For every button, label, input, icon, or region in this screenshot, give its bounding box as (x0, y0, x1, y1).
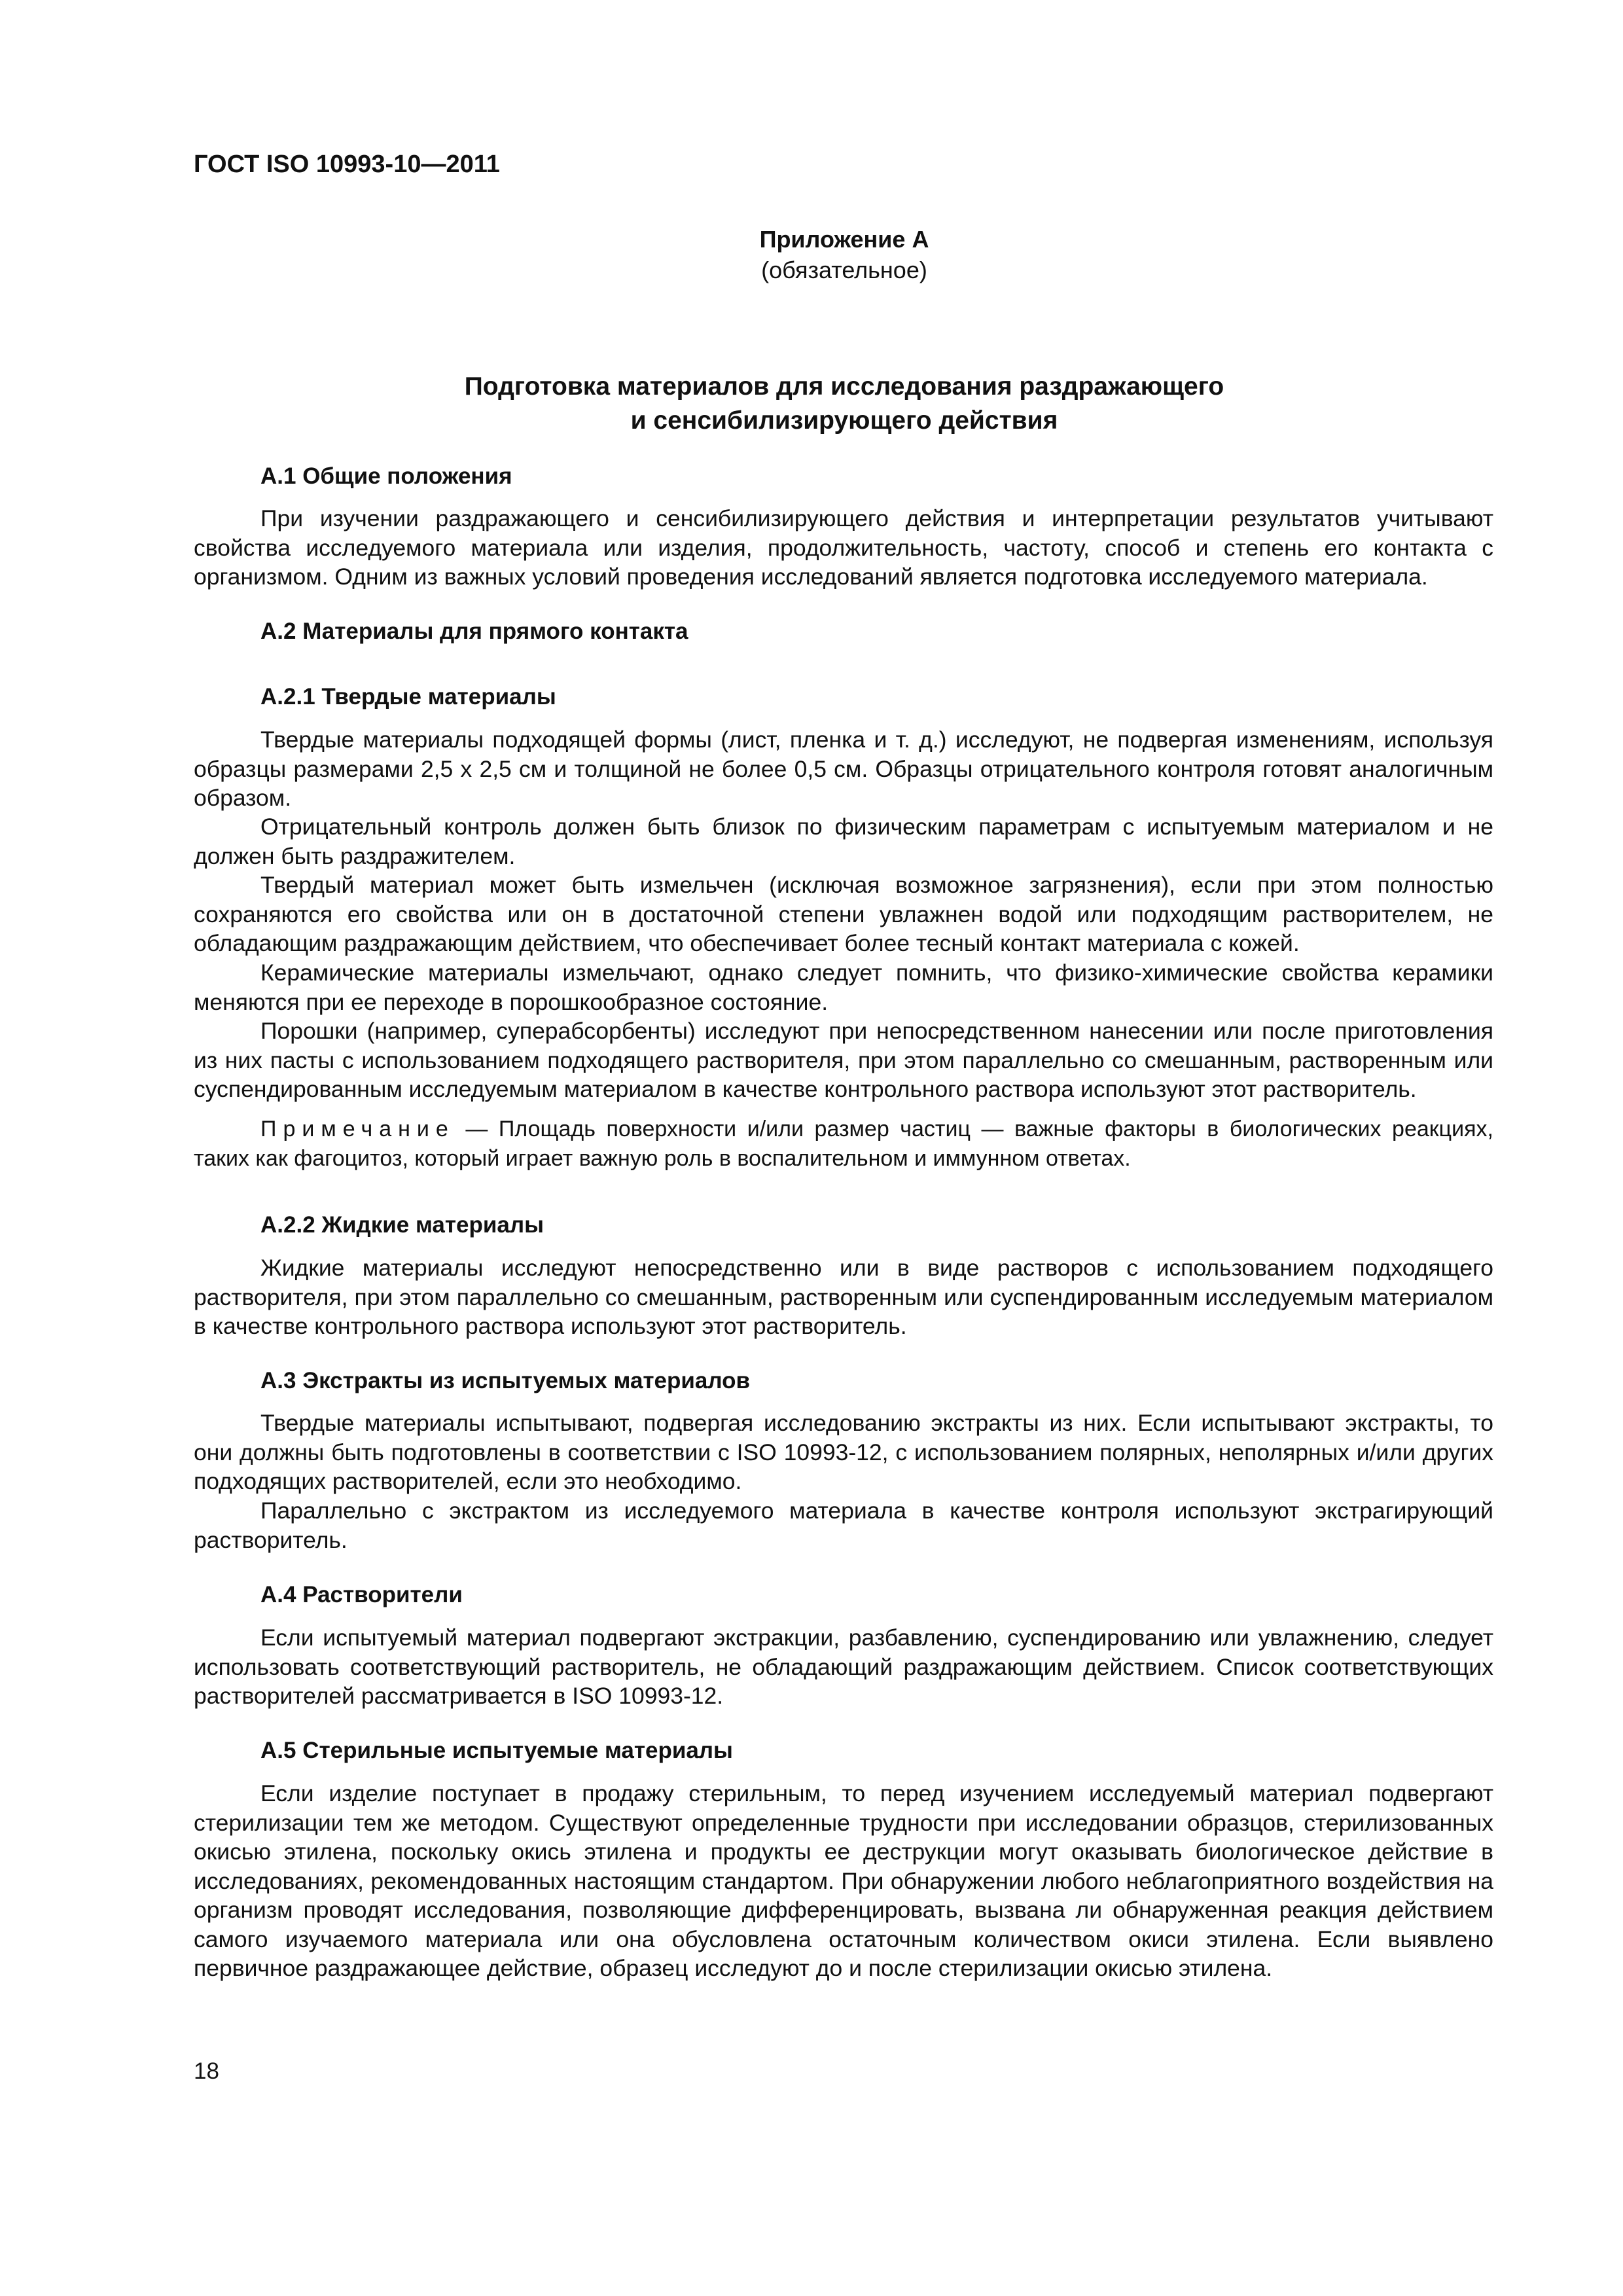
note-label: Примечание (260, 1117, 455, 1141)
section-heading-a2: А.2 Материалы для прямого контакта (260, 619, 688, 644)
section-heading-a3: А.3 Экстракты из испытуемых материалов (260, 1368, 751, 1393)
page-number: 18 (194, 2058, 219, 2084)
section-a4-paragraph-1: Если испытуемый материал подвергают экстракции, разбавлению, суспендированию или увлажнению, следует использовать соответствующий растворитель, не обладающий раздражающим действием. Список соответствующих растворителей рассматривается в ISO 10993-12. (194, 1624, 1493, 1709)
section-a3-paragraph-1: Твердые материалы испытывают, подвергая исследованию экстракты из них. Если испытывают экстракты, то они должны быть подготовлены в соответствии с ISO 10993-12, с использованием полярных, неполярных и/или других подходящих растворителей, если это необходимо. (194, 1410, 1493, 1494)
annex-title (0, 370, 1623, 438)
note-paragraph (194, 1115, 1493, 1173)
annex-status: (обязательное) (761, 257, 927, 283)
section-heading-a2-1: А.2.1 Твердые материалы (260, 684, 556, 709)
section-a2-1-paragraph-4: Керамические материалы измельчают, однако следует помнить, что физико-химические свойства керамики меняются при ее переходе в порошкообразное состояние. (194, 960, 1493, 1015)
annex-title-line-1: Подготовка материалов для исследования раздражающего (464, 372, 1224, 401)
section-a2-1-paragraph-5: Порошки (например, суперабсорбенты) исследуют при непосредственном нанесении или после приготовления из них пасты с использованием подходящего растворителя, при этом параллельно со смешанным, растворенным или суспендированным исследуемым материалом в качестве контрольного раствора используют этот растворитель. (194, 1018, 1493, 1102)
document-id: ГОСТ ISO 10993-10—2011 (194, 151, 500, 178)
section-a1-paragraph-1: При изучении раздражающего и сенсибилизирующего действия и интерпретации результатов учитывают свойства исследуемого материала или изделия, продолжительность, частоту, способ и степень его контакта с организмом. Одним из важных условий проведения исследований является подготовка исследуемого материала. (194, 505, 1493, 590)
section-a3-paragraph-2: Параллельно с экстрактом из исследуемого материала в качестве контроля используют экстрагирующий растворитель. (194, 1498, 1493, 1553)
annex-label: Приложение А (759, 226, 929, 253)
section-heading-a2-2: А.2.2 Жидкие материалы (260, 1212, 544, 1238)
section-a5-paragraph-1: Если изделие поступает в продажу стерильным, то перед изучением исследуемый материал подвергают стерилизации тем же методом. Существуют определенные трудности при исследовании образцов, стерилизованных окисью этилена, поскольку окись этилена и продукты ее деструкции могут оказывать биологическое действие в исследованиях, рекомендованных настоящим стандартом. При обнаружении любого неблагоприятного воздействия на организм проводят исследования, позволяющие дифференцировать, вызвана ли обнаруженная реакция действием самого изучаемого материала или она обусловлена остаточным количеством окиси этилена. Если выявлено первичное раздражающее действие, образец исследуют до и после стерилизации окисью этилена. (194, 1780, 1493, 1981)
section-a2-1-paragraph-1: Твердые материалы подходящей формы (лист, пленка и т. д.) исследуют, не подвергая изменениям, используя образцы размерами 2,5 х 2,5 см и толщиной не более 0,5 см. Образцы отрицательного контроля готовят аналогичным образом. (194, 726, 1493, 811)
section-heading-a5: А.5 Стерильные испытуемые материалы (260, 1738, 733, 1763)
section-heading-a1: А.1 Общие положения (260, 463, 512, 489)
note-text: — Площадь поверхности и/или размер частиц — важные факторы в биологических реакциях, таких как фагоцитоз, который играет важную роль в воспалительном и иммунном ответах. (194, 1117, 1493, 1171)
section-a2-1-paragraph-2: Отрицательный контроль должен быть близок по физическим параметрам с испытуемым материалом и не должен быть раздражителем. (194, 814, 1493, 869)
section-a2-2-paragraph-1: Жидкие материалы исследуют непосредственно или в виде растворов с использованием подходящего растворителя, при этом параллельно со смешанным, растворенным или суспендированным исследуемым материалом в качестве контрольного раствора используют этот растворитель. (194, 1255, 1493, 1339)
annex-title-line-2: и сенсибилизирующего действия (630, 406, 1058, 435)
section-heading-a4: А.4 Растворители (260, 1582, 463, 1607)
section-a2-1-paragraph-3: Твердый материал может быть измельчен (исключая возможное загрязнения), если при этом полностью сохраняются его свойства или он в достаточной степени увлажнен водой или подходящим растворителем, не обладающим раздражающим действием, что обеспечивает более тесный контакт материала с кожей. (194, 872, 1493, 956)
